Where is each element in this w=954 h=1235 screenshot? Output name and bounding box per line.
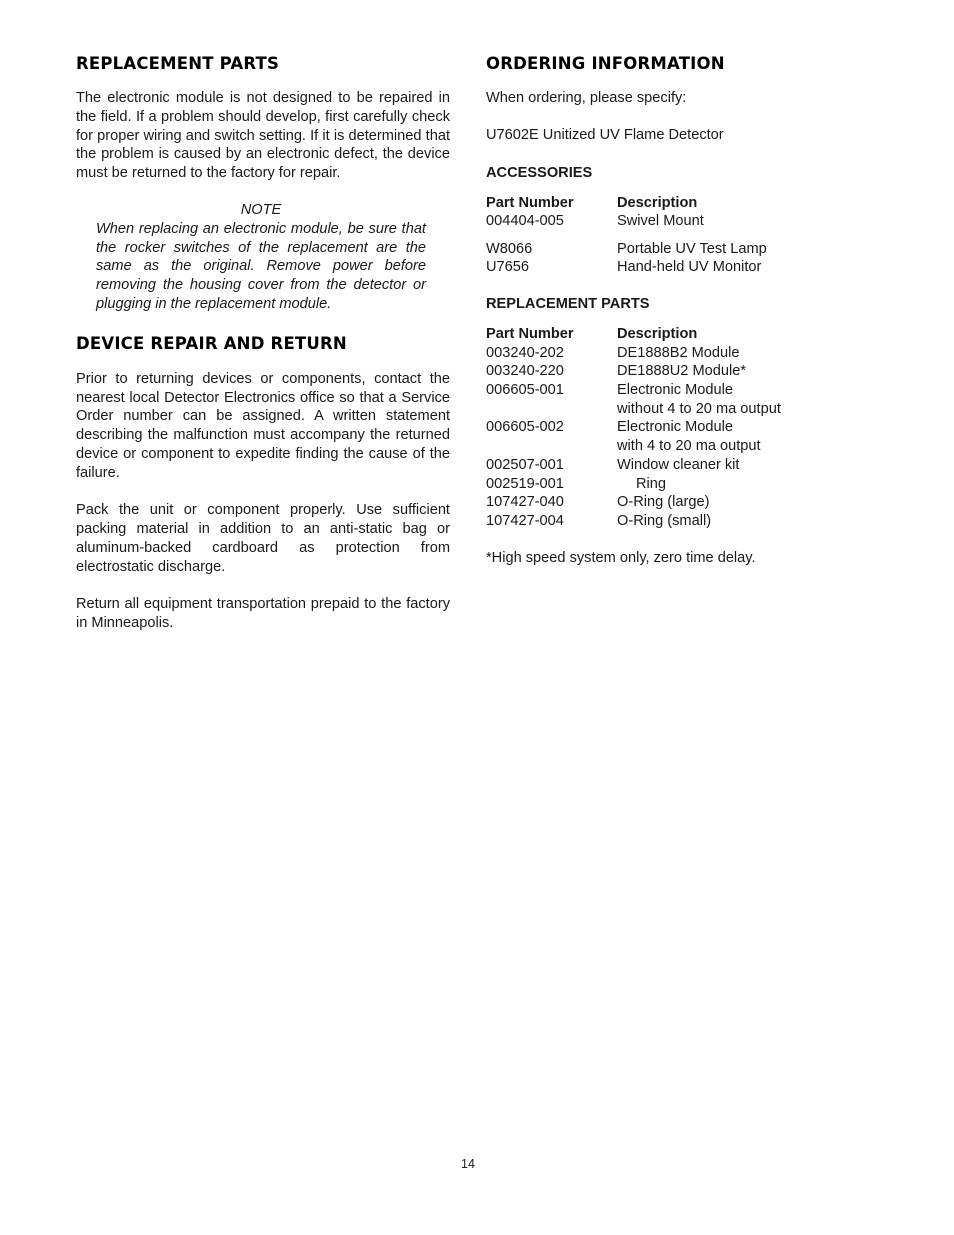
part-description: Portable UV Test Lamp xyxy=(617,240,767,257)
part-number: 107427-040 xyxy=(486,494,564,511)
table-row xyxy=(486,258,767,277)
table-row xyxy=(486,362,781,381)
repair-paragraph-1: Prior to returning devices or components, contact the nearest local Detector Electronics office so that a Service Order number can be assigned. A written statement describing the malfunction must accompany the returned device or component to expedite finding the cause of the failure. xyxy=(76,370,450,481)
ordering-intro: When ordering, please specify: xyxy=(486,90,687,106)
column-header-part-number: Part Number xyxy=(486,194,574,211)
part-description: O-Ring (large) xyxy=(617,494,710,511)
note-body: When replacing an electronic module, be sure that the rocker switches of the replacement are the same as the original. Remove power before removing the housing cover from the detector or plugging in the replacement module. xyxy=(96,220,426,312)
column-header-description: Description xyxy=(617,194,698,211)
part-description: Hand-held UV Monitor xyxy=(617,259,762,276)
table-row xyxy=(486,493,781,512)
part-number: 003240-220 xyxy=(486,363,564,380)
part-number: 006605-002 xyxy=(486,419,564,436)
right-column xyxy=(486,52,886,568)
part-description: Swivel Mount xyxy=(617,213,704,230)
part-description: O-Ring (small) xyxy=(617,512,712,529)
replacement-parts-table xyxy=(486,325,781,531)
note-block xyxy=(96,201,426,314)
part-description: Electronic Module xyxy=(617,381,733,398)
table-row xyxy=(486,512,781,531)
part-number: U7656 xyxy=(486,259,530,276)
column-header-description: Description xyxy=(617,325,698,342)
part-number: 004404-005 xyxy=(486,213,564,230)
table-row xyxy=(486,475,781,494)
part-description: Electronic Module xyxy=(617,419,733,436)
accessories-table xyxy=(486,194,767,277)
part-description-cell xyxy=(617,381,781,418)
part-number: 002507-001 xyxy=(486,456,564,473)
page-number: 14 xyxy=(461,1157,475,1171)
column-header-part-number: Part Number xyxy=(486,325,574,342)
replacement-parts-footnote: *High speed system only, zero time delay. xyxy=(486,550,756,567)
table-row xyxy=(486,212,767,231)
part-description: DE1888B2 Module xyxy=(617,344,740,361)
part-description-detail: with 4 to 20 ma output xyxy=(617,438,761,455)
repair-paragraph-3: Return all equipment transportation prepaid to the factory in Minneapolis. xyxy=(76,596,450,631)
part-number: 003240-202 xyxy=(486,344,564,361)
table-row xyxy=(486,344,781,363)
ordering-product: U7602E Unitized UV Flame Detector xyxy=(486,127,724,144)
table-header-row xyxy=(486,325,781,344)
accessories-heading: ACCESSORIES xyxy=(486,164,593,181)
table-row xyxy=(486,456,781,475)
repair-paragraph-2: Pack the unit or component properly. Use sufficient packing material in addition to an anti-static bag or aluminum-backed cardboard as protection from electrostatic discharge. xyxy=(76,502,450,575)
part-description: Ring xyxy=(636,475,667,492)
replacement-parts-body: The electronic module is not designed to be repaired in the field. If a problem should develop, first carefully check for proper wiring and switch setting. If it is determined that the problem is caused by an electronic defect, the device must be returned to the factory for repair. xyxy=(76,90,450,182)
device-repair-heading: DEVICE REPAIR AND RETURN xyxy=(76,333,347,353)
ordering-information-heading: ORDERING INFORMATION xyxy=(486,54,725,73)
part-number: 107427-004 xyxy=(486,512,564,529)
note-title: NOTE xyxy=(240,201,282,218)
part-number: W8066 xyxy=(486,240,533,257)
part-description-cell xyxy=(617,418,781,455)
left-column xyxy=(76,52,450,633)
table-header-row xyxy=(486,194,767,213)
part-description-detail: without 4 to 20 ma output xyxy=(617,400,781,417)
replacement-parts-heading: REPLACEMENT PARTS xyxy=(76,54,280,73)
table-row xyxy=(486,240,767,259)
part-description-cell xyxy=(617,475,781,494)
part-description: DE1888U2 Module* xyxy=(617,363,746,380)
replacement-parts-list-heading: REPLACEMENT PARTS xyxy=(486,296,650,313)
row-spacer xyxy=(486,231,767,240)
part-number: 002519-001 xyxy=(486,475,564,492)
table-row xyxy=(486,418,781,455)
table-row xyxy=(486,381,781,418)
part-number: 006605-001 xyxy=(486,381,564,398)
part-description: Window cleaner kit xyxy=(617,456,740,473)
